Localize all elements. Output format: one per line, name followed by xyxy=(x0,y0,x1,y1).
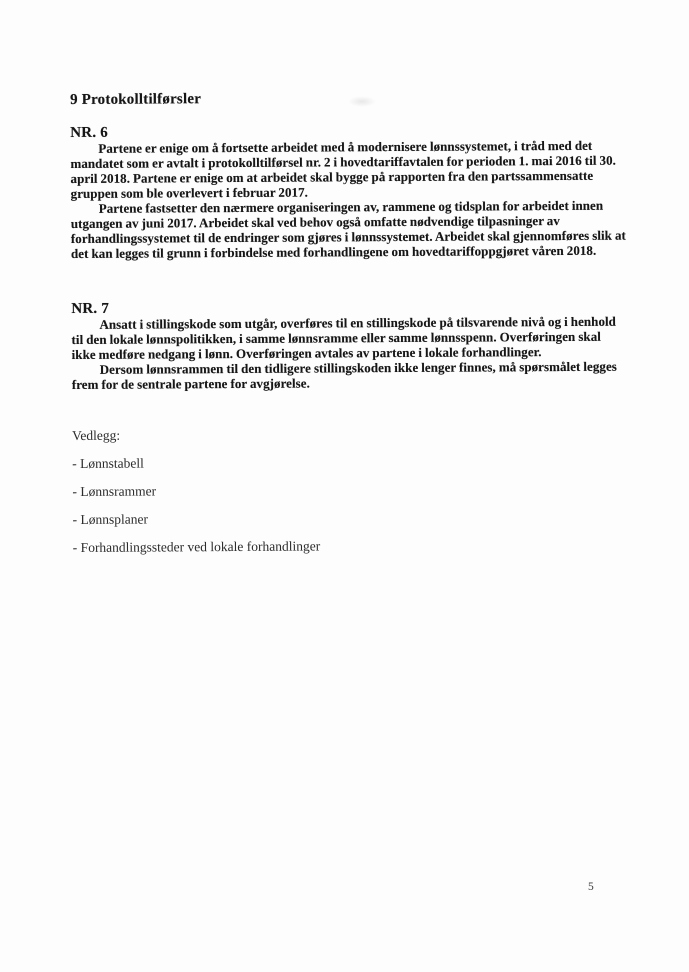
section-nr7-paragraph-2: Dersom lønnsrammen til den tidligere stillingskoden ikke lenger finnes, må spørsmålet legges frem for de sentrale partene for avgjørelse. xyxy=(71,358,617,392)
attachments-label: Vedlegg: xyxy=(72,427,121,443)
attachment-item-lonnsplaner: - Lønnsplaner xyxy=(72,511,149,527)
attachment-item-forhandlingssteder: - Forhandlingssteder ved lokale forhandlinger xyxy=(72,538,321,555)
section-nr6 xyxy=(70,122,627,261)
section-nr7 xyxy=(71,298,628,392)
section-nr7-paragraph-1: Ansatt i stillingskode som utgår, overføres til en stillingskode på tilsvarende nivå og i henhold til den lokale lønnspolitikken, i samme lønnsramme eller samme lønnsspenn. Overføringen skal ikke medføre nedgang i lønn. Overføringen avtales av partene i lokale forhandlinger. xyxy=(71,313,616,362)
attachments-section xyxy=(72,425,629,556)
document-content xyxy=(70,89,629,556)
section-nr6-heading: NR. 6 xyxy=(70,124,108,141)
section-nr6-paragraph-1: Partene er enige om å fortsette arbeidet med å modernisere lønnssystemet, i tråd med det mandatet som er avtalt i protokolltilførsel nr. 2 i hovedtariffavtalen for perioden 1. mai 2016 til 30. april 2018. Partene er enige om at arbeidet skal bygge på rapporten fra den partssammensatte gruppen som ble overlevert i februar 2017. xyxy=(70,137,616,201)
page-number: 5 xyxy=(588,881,594,893)
attachment-item-lonnstabell: - Lønnstabell xyxy=(72,455,144,471)
attachment-item-lonnsrammer: - Lønnsrammer xyxy=(72,483,157,499)
section-nr6-paragraph-2: Partene fastsetter den nærmere organiseringen av, rammene og tidsplan for arbeidet innen utgangen av juni 2017. Arbeidet skal ved behov også omfatte nødvendige tilpasninger av forhandlingssystemet til de endringer som gjøres i lønnssystemet. Arbeidet skal gjennomføres slik at det kan legges til grunn i forbindelse med forhandlingene om hovedtariffoppgjøret våren 2018. xyxy=(70,197,626,261)
section-nr7-heading: NR. 7 xyxy=(71,300,110,317)
document-title: 9 Protokolltilførsler xyxy=(70,91,202,108)
